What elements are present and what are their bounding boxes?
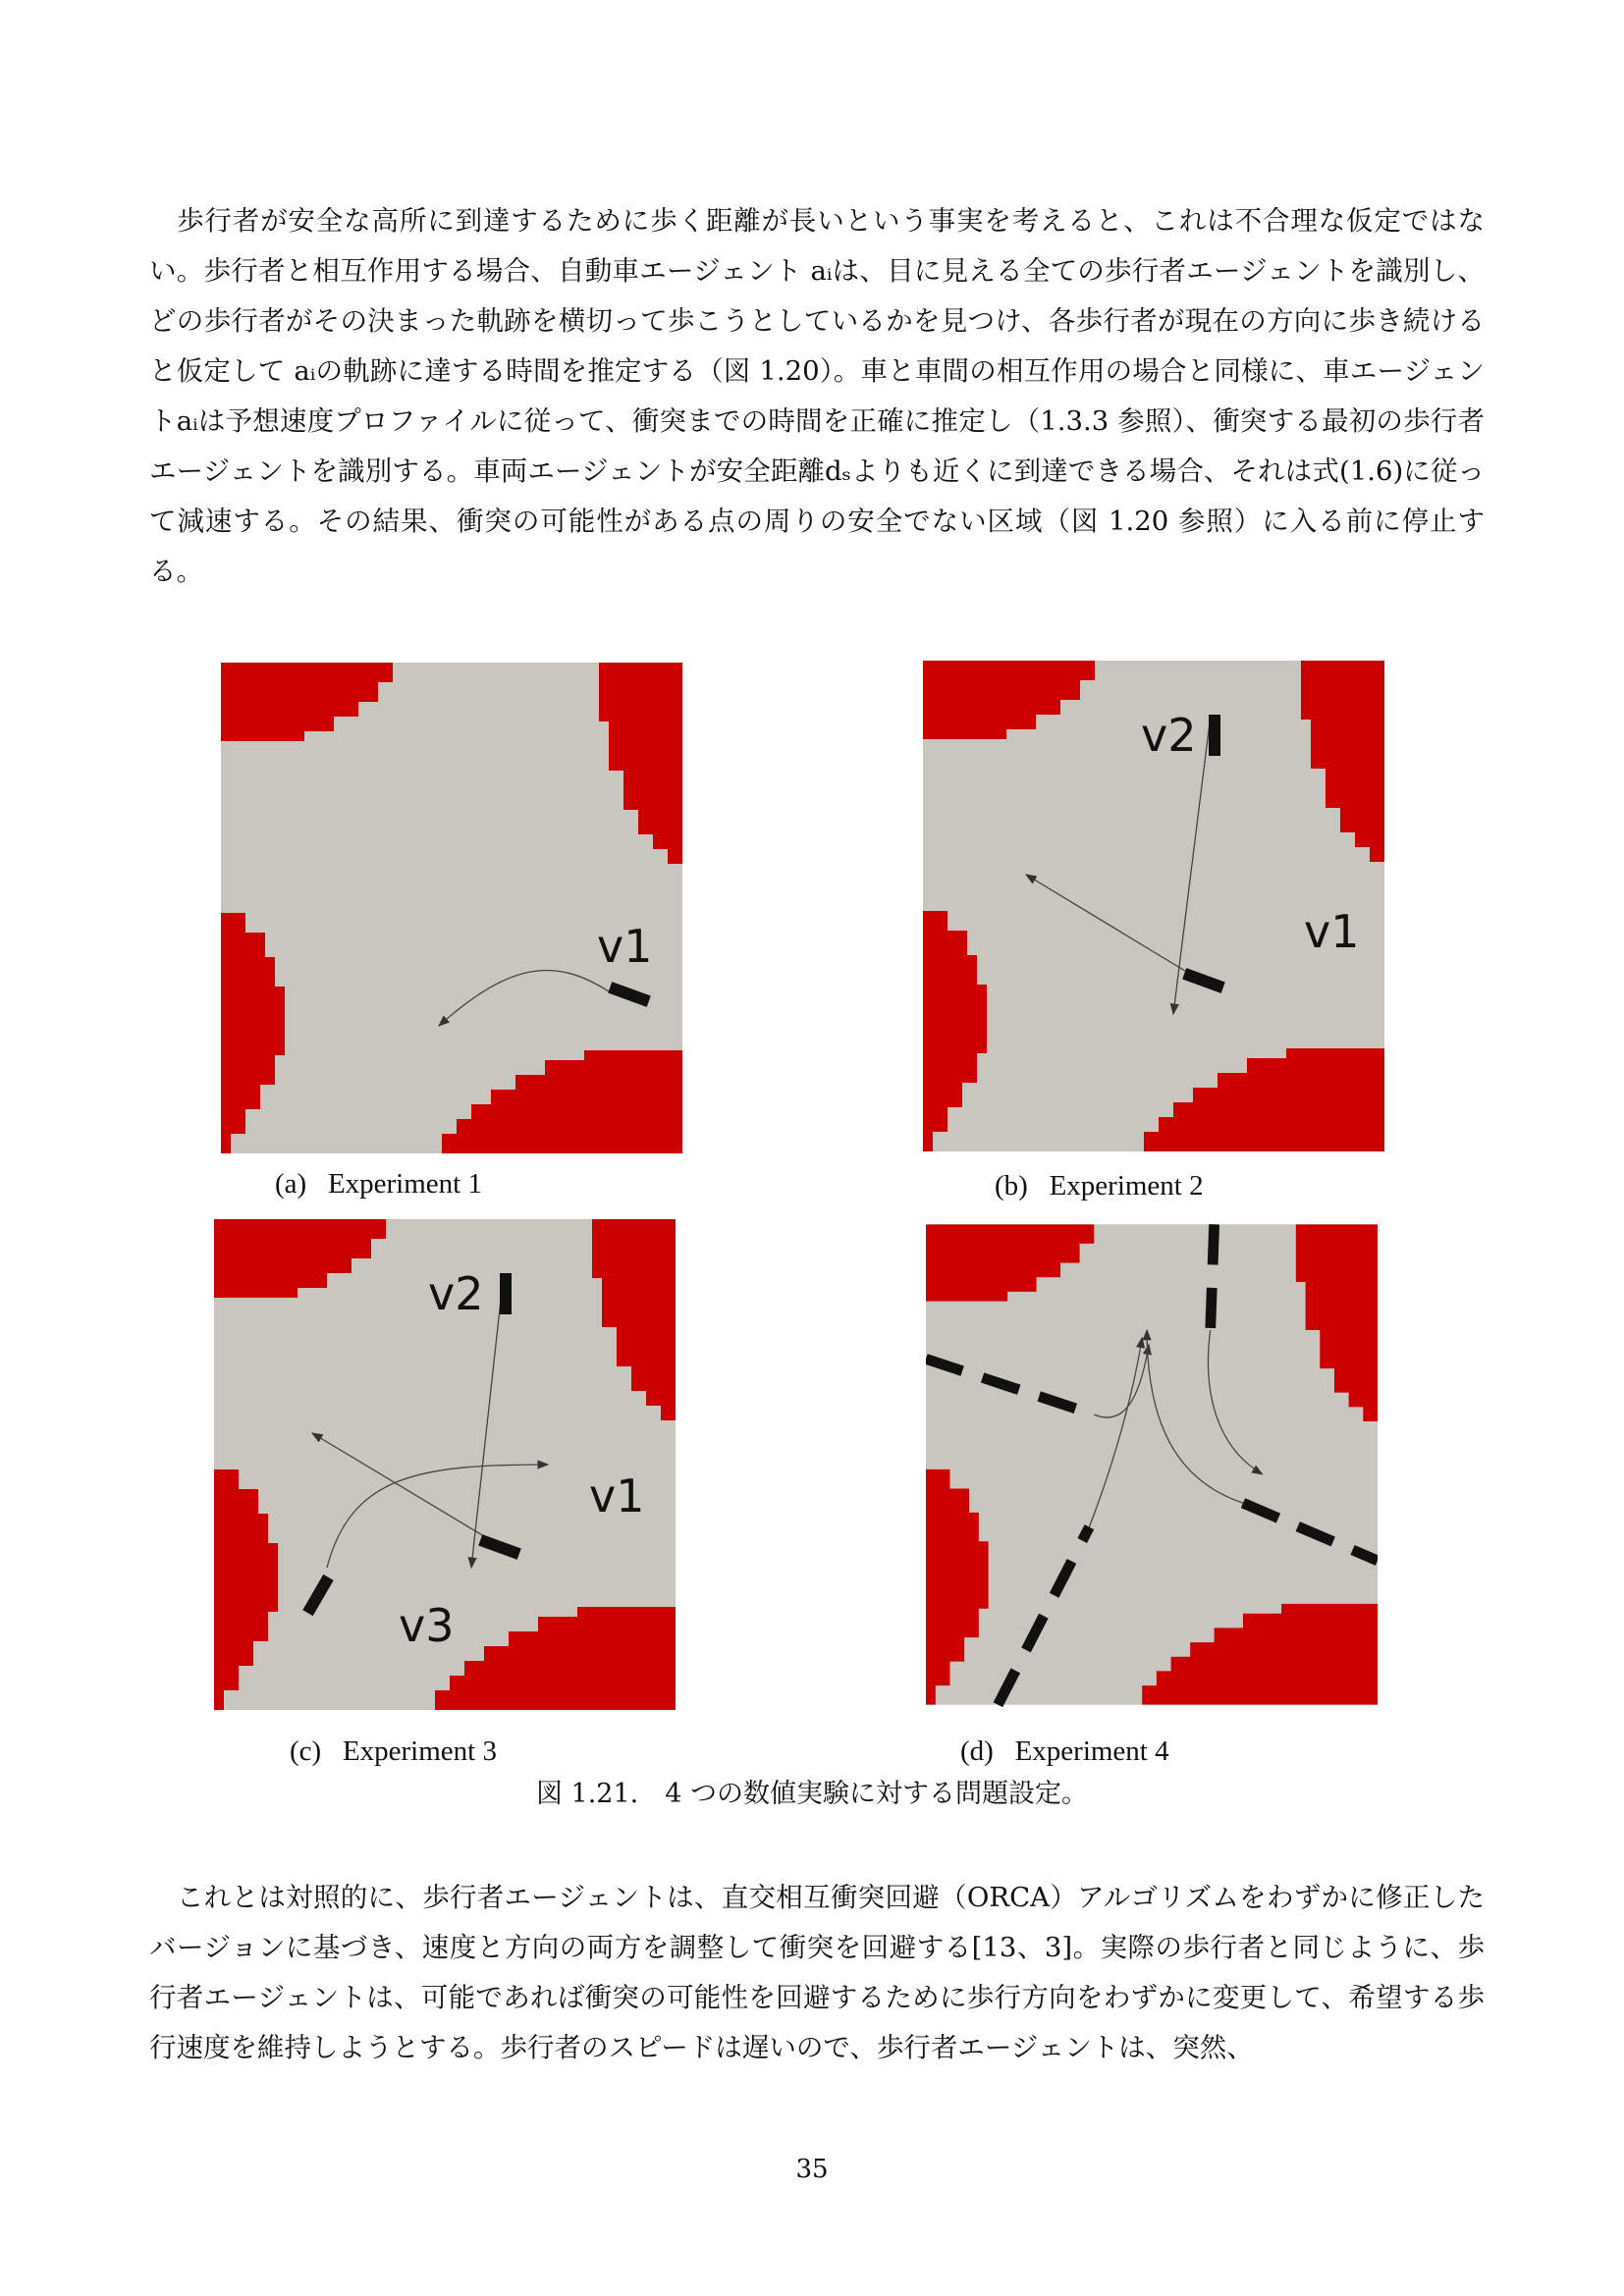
vehicle-label-v1: v1 <box>589 1469 645 1522</box>
subcaption-b-text: Experiment 2 <box>1049 1170 1204 1201</box>
subcaption-a <box>275 1168 482 1201</box>
body-paragraph-2: これとは対照的に、歩行者エージェントは、直交相互衝突回避（ORCA）アルゴリズムをわずかに修正したバージョンに基づき、速度と方向の両方を調整して衝突を回避する[13、3]。実際の歩行者と同じように、歩行者エージェントは、可能であれば衝突の可能性を回避するために歩行方向をわずかに変更して、希望する歩行速度を維持しようとする。歩行者のスピードは遅いので、歩行者エージェントは、突然、 <box>149 1882 1485 2063</box>
subcaption-b <box>995 1170 1204 1202</box>
figure-panel-d <box>926 1219 1378 1710</box>
vehicle-label-v3: v3 <box>399 1599 455 1652</box>
subcaption-b-label: (b) <box>995 1170 1028 1201</box>
intersection-map-b <box>923 661 1384 1151</box>
intersection-map-a <box>221 663 682 1153</box>
subcaption-d-text: Experiment 4 <box>1014 1735 1169 1767</box>
figure-caption: 図 1.21. 4 つの数値実験に対する問題設定。 <box>535 1779 1089 1809</box>
vehicle-label-v1: v1 <box>597 920 653 973</box>
subcaption-a-text: Experiment 1 <box>327 1168 482 1200</box>
intersection-map-d <box>926 1219 1378 1710</box>
subcaption-d-label: (d) <box>960 1735 994 1767</box>
subcaption-d <box>960 1735 1169 1768</box>
vehicle-v2-marker <box>500 1273 512 1314</box>
subcaption-a-label: (a) <box>275 1168 307 1200</box>
figure-panel-c <box>214 1219 676 1710</box>
subcaption-c-text: Experiment 3 <box>342 1735 497 1767</box>
vehicle-label-v2: v2 <box>428 1267 484 1320</box>
vehicle-label-v1: v1 <box>1304 905 1360 958</box>
subcaption-c <box>290 1735 497 1768</box>
vehicle-v2-marker <box>1209 715 1220 756</box>
figure-panel-a <box>221 663 682 1153</box>
intersection-map-c <box>214 1219 676 1710</box>
body-paragraph-1: 歩行者が安全な高所に到達するために歩く距離が長いという事実を考えると、これは不合理な仮定ではない。歩行者と相互作用する場合、自動車エージェント aᵢは、目に見える全ての歩行者エージェントを識別し、どの歩行者がその決まった軌跡を横切って歩こうとしているかを見つけ、各歩行者が現在の方向に歩き続けると仮定して aᵢの軌跡に達する時間を推定する（図 1.20）。車と車間の相互作用の場合と同様に、車エージェントaᵢは予想速度プロファイルに従って、衝突までの時間を正確に推定し（1.3.3 参照）、衝突する最初の歩行者エージェントを識別する。車両エージェントが安全距離dₛよりも近くに到達できる場合、それは式(1.6)に従って減速する。その結果、衝突の可能性がある点の周りの安全でない区域（図 1.20 参照）に入る前に停止する。 <box>149 205 1485 587</box>
figure-panel-b <box>923 661 1384 1151</box>
subcaption-c-label: (c) <box>290 1735 322 1767</box>
vehicle-label-v2: v2 <box>1141 709 1197 762</box>
page-number: 35 <box>795 2155 829 2184</box>
